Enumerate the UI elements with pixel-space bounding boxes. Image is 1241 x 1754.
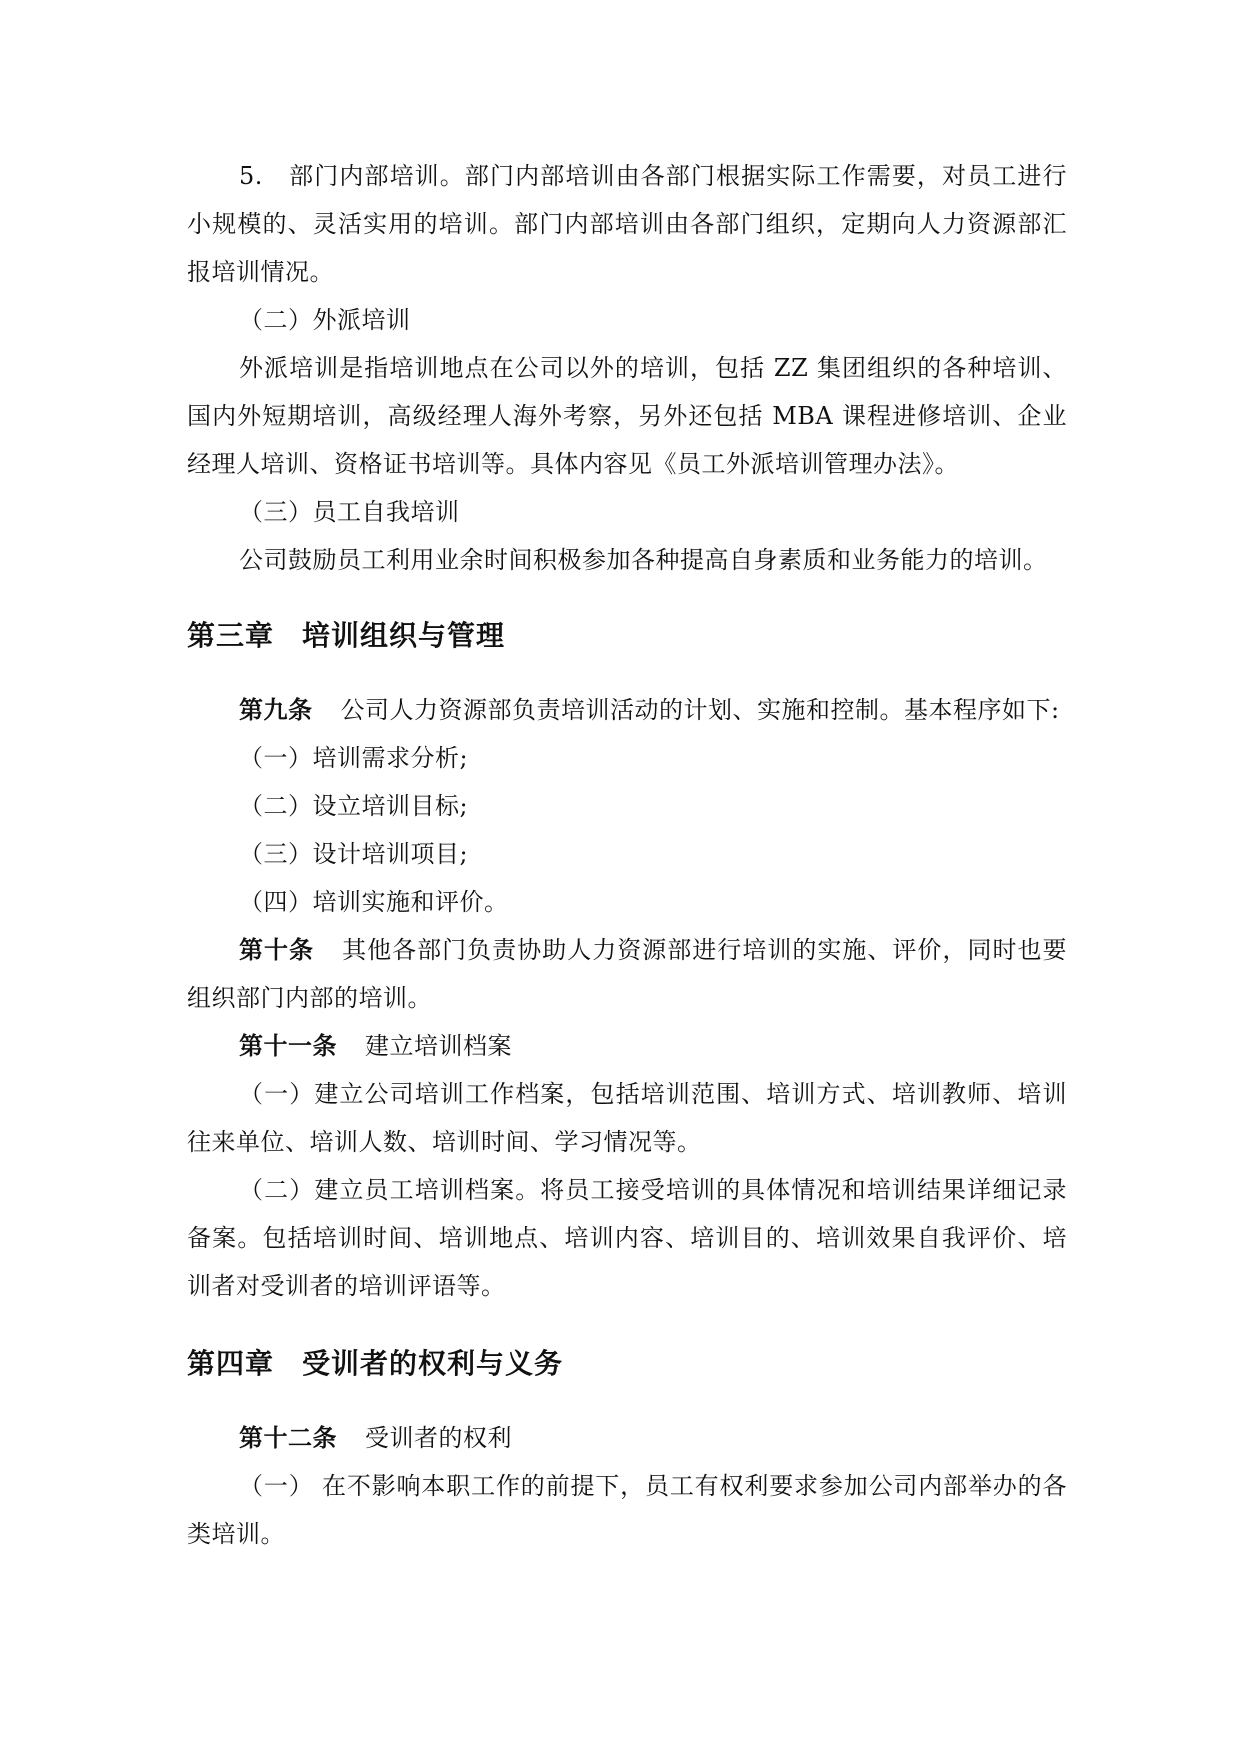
chapter-3-heading — [187, 612, 1067, 660]
article-11-item: （二）建立员工培训档案。将员工接受培训的具体情况和培训结果详细记录备案。包括培训时间、培训地点、培训内容、培训目的、培训效果自我评价、培训者对受训者的培训评语等。 — [187, 1176, 1067, 1300]
article-12-text: 受训者的权利 — [365, 1424, 512, 1452]
subheading-self-training: （三）员工自我培训 — [239, 498, 460, 526]
article-10-text: 其他各部门负责协助人力资源部进行培训的实施、评价，同时也要组织部门内部的培训。 — [187, 936, 1068, 1012]
article-10 — [187, 926, 1067, 1022]
article-9-text: 公司人力资源部负责培训活动的计划、实施和控制。基本程序如下: — [340, 696, 1060, 724]
paragraph-dept-internal-training: 5. 部门内部培训。部门内部培训由各部门根据实际工作需要，对员工进行小规模的、灵活实用的培训。部门内部培训由各部门组织，定期向人力资源部汇报培训情况。 — [187, 162, 1067, 286]
article-9-item: （四）培训实施和评价。 — [239, 888, 509, 916]
article-9-item: （三）设计培训项目; — [239, 840, 469, 868]
article-9-item: （一）培训需求分析; — [239, 744, 469, 772]
chapter-3-number: 第三章 — [187, 619, 275, 652]
article-9 — [187, 686, 1067, 734]
article-12-item: （一） 在不影响本职工作的前提下，员工有权利要求参加公司内部举办的各类培训。 — [187, 1472, 1067, 1548]
paragraph-self-training: 公司鼓励员工利用业余时间积极参加各种提高自身素质和业务能力的培训。 — [239, 546, 1048, 574]
article-10-label: 第十条 — [239, 935, 315, 964]
article-12-label: 第十二条 — [239, 1423, 337, 1452]
article-11 — [187, 1022, 1067, 1070]
document-body — [187, 152, 1067, 1558]
chapter-4-number: 第四章 — [187, 1347, 275, 1380]
subheading-outside-training: （二）外派培训 — [239, 306, 411, 334]
article-11-text: 建立培训档案 — [365, 1032, 512, 1060]
chapter-4-title: 受训者的权利与义务 — [302, 1347, 564, 1380]
chapter-3-title: 培训组织与管理 — [302, 619, 506, 652]
chapter-4-heading — [187, 1340, 1067, 1388]
article-11-item: （一）建立公司培训工作档案，包括培训范围、培训方式、培训教师、培训往来单位、培训人数、培训时间、学习情况等。 — [187, 1080, 1067, 1156]
article-12 — [187, 1414, 1067, 1462]
article-9-item: （二）设立培训目标; — [239, 792, 469, 820]
article-9-label: 第九条 — [239, 695, 313, 724]
article-11-label: 第十一条 — [239, 1031, 337, 1060]
paragraph-outside-training: 外派培训是指培训地点在公司以外的培训，包括 ZZ 集团组织的各种培训、国内外短期培训，高级经理人海外考察，另外还包括 MBA 课程进修培训、企业经理人培训、资格证书培训等。具体内容见《员工外派培训管理办法》。 — [187, 354, 1067, 478]
